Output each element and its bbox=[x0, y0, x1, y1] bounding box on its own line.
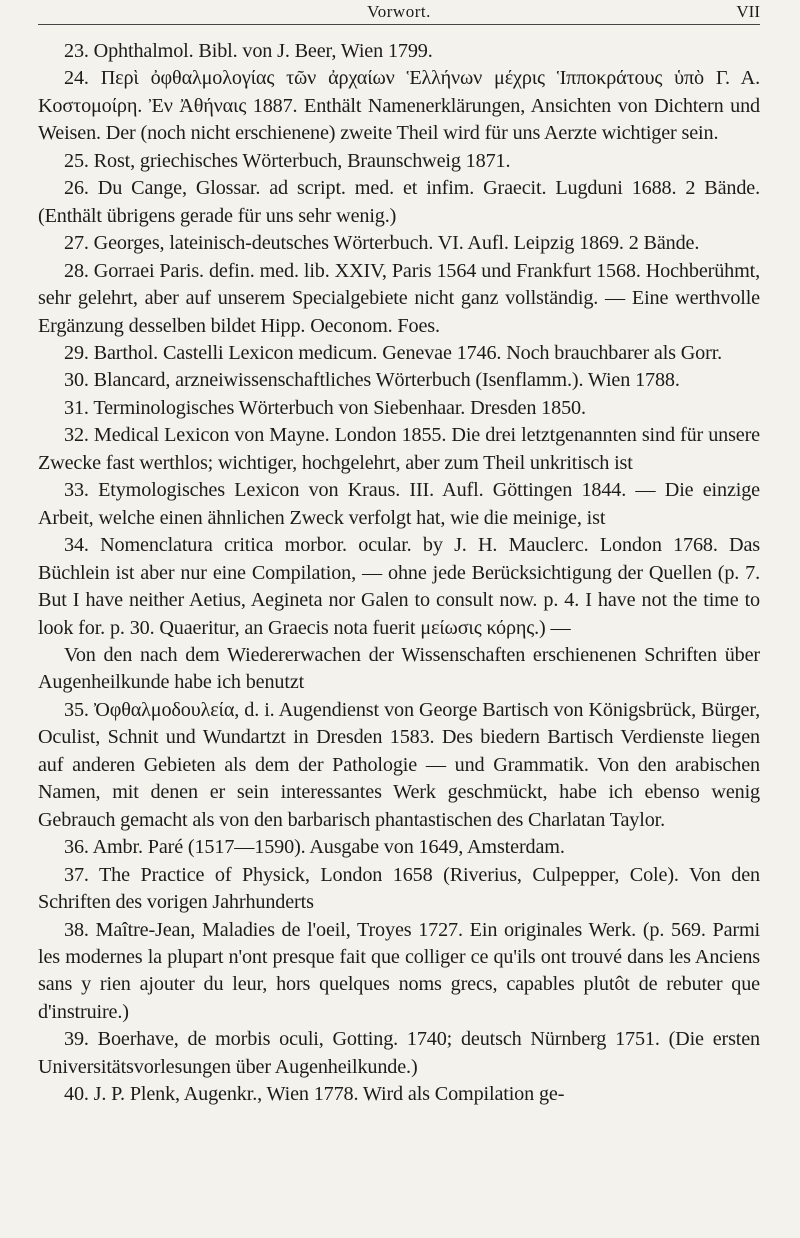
entry-26: 26. Du Cange, Glossar. ad script. med. et infim. Graecit. Lugduni 1688. 2 Bände. (Enthält übrigens gerade für uns sehr wenig.) bbox=[38, 177, 760, 227]
entry-35: 35. Ὀφθαλμοδουλεία, d. i. Augendienst von George Bartisch von Königsbrück, Bürger, Oculist, Schnit und Wundartzt in Dresden 1583. Des biedern Bartisch Verdienste liegen auf anderen Gebieten als dem der Pathologie — und Grammatik. Von den arabischen Namen, mit denen er sein interessantes Werk geschmückt, habe ich ebenso wenig Gebrauch gemacht als von den barbarisch phantastischen des Charlatan Taylor. bbox=[38, 698, 760, 831]
entry-30: 30. Blancard, arzneiwissenschaftliches Wörterbuch (Isenflamm.). Wien 1788. bbox=[64, 369, 680, 392]
entry-29: 29. Barthol. Castelli Lexicon medicum. Genevae 1746. Noch brauchbarer als Gorr. bbox=[64, 341, 723, 364]
bibliography-list bbox=[38, 38, 760, 1109]
entry-23: 23. Ophthalmol. Bibl. von J. Beer, Wien 1799. bbox=[64, 40, 433, 62]
entry-24: 24. Περὶ ὀφθαλμολογίας τῶν ἀρχαίων Ἑλλήνων μέχρις Ἱπποκράτους ὑπὸ Γ. Α. Κοστομοίρη. Ἐν Ἀθήναις 1887. Enthält Namenerklärungen, Ansichten von Dichtern und Weisen. Der (noch nicht erschienene) zweite Theil wird für uns Aerzte wichtiger sein. bbox=[38, 67, 760, 145]
entry-37: 37. The Practice of Physick, London 1658 (Riverius, Culpepper, Cole). Von den Schriften des vorigen Jahrhunderts bbox=[38, 863, 760, 914]
entry-33: 33. Etymologisches Lexicon von Kraus. III. Aufl. Göttingen 1844. — Die einzige Arbeit, welche einen ähnlichen Zweck verfolgt hat, wie die meinige, ist bbox=[38, 479, 760, 529]
header-rule bbox=[38, 24, 760, 25]
entry-40: 40. J. P. Plenk, Augenkr., Wien 1778. Wird als Compilation ge- bbox=[64, 1083, 565, 1106]
entry-32: 32. Medical Lexicon von Mayne. London 1855. Die drei letztgenannten sind für unsere Zwecke fast werthlos; wichtiger, hochgelehrt, aber zum Theil unkritisch ist bbox=[38, 424, 760, 474]
entry-39: 39. Boerhave, de morbis oculi, Gotting. 1740; deutsch Nürnberg 1751. (Die ersten Universitätsvorlesungen über Augenheilkunde.) bbox=[38, 1028, 760, 1078]
section-intro: Von den nach dem Wiedererwachen der Wissenschaften erschienenen Schriften über Augenheilkunde habe ich benutzt bbox=[38, 643, 760, 694]
entry-31: 31. Terminologisches Wörterbuch von Siebenhaar. Dresden 1850. bbox=[64, 396, 586, 419]
entry-36: 36. Ambr. Paré (1517—1590). Ausgabe von 1649, Amsterdam. bbox=[64, 836, 565, 859]
running-header bbox=[38, 0, 760, 38]
entry-34: 34. Nomenclatura critica morbor. ocular. by J. H. Mauclerc. London 1768. Das Büchlein ist aber nur eine Compilation, — ohne jede Berücksichtigung der Quellen (p. 7. But I have neither Aetius, Aegineta nor Galen to consult now. p. 4. I have not the time to look for. p. 30. Quaeritur, an Graecis nota fuerit μείωσις κόρης.) — bbox=[38, 534, 760, 639]
page-number: VII bbox=[736, 2, 761, 21]
entry-38: 38. Maître-Jean, Maladies de l'oeil, Troyes 1727. Ein originales Werk. (p. 569. Parmi les modernes la plupart n'ont presque fait que colliger ce qu'ils ont trouvé dans les Anciens sans y rien ajouter du leur, hors quelques noms grecs, capables plutôt de rebuter que d'instruire.) bbox=[38, 918, 760, 1023]
entry-28: 28. Gorraei Paris. defin. med. lib. XXIV, Paris 1564 und Frankfurt 1568. Hochberühmt, sehr gelehrt, aber auf unserem Specialgebiete nicht ganz vollständig. — Eine werthvolle Ergänzung desselben bildet Hipp. Oeconom. Foes. bbox=[38, 259, 760, 337]
entry-27: 27. Georges, lateinisch-deutsches Wörterbuch. VI. Aufl. Leipzig 1869. 2 Bände. bbox=[64, 232, 700, 255]
entry-25: 25. Rost, griechisches Wörterbuch, Braunschweig 1871. bbox=[64, 149, 511, 172]
running-title: Vorwort. bbox=[367, 2, 431, 21]
